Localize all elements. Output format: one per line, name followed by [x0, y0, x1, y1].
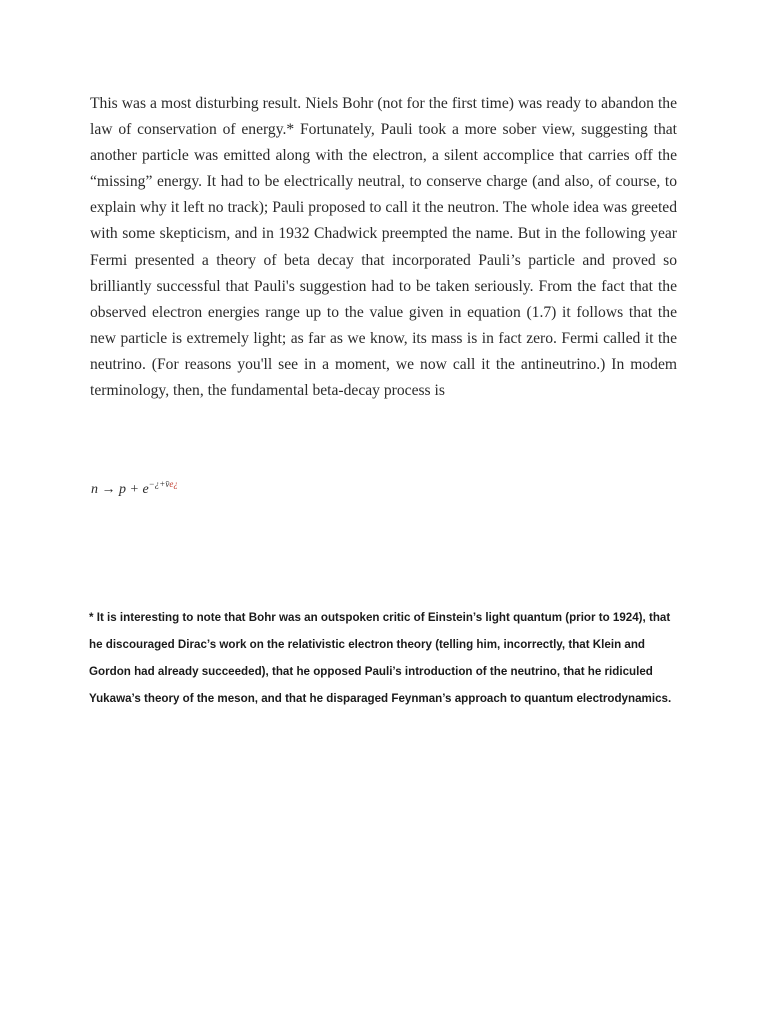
footnote: * It is interesting to note that Bohr was an outspoken critic of Einstein’s light quantum (prior to 1924), that he discouraged Dirac’s work on the relativistic electron theory (telling him, incorrectly, that Klein and Gordon had already succeeded), that he opposed Pauli’s introduction of the neutrino, that he ridiculed Yukawa’s theory of the meson, and that he disparaged Feynman’s approach to quantum electrodynamics. — [89, 611, 672, 706]
equation-base: n → p + e — [91, 482, 149, 497]
equation-superscript-main: −¿+v̄ — [148, 479, 170, 489]
equation-superscript-tail: e¿ — [169, 479, 178, 489]
body-paragraph: This was a most disturbing result. Niels Bohr (not for the first time) was ready to abandon the law of conservation of energy.* Fortunately, Pauli took a more sober view, suggesting that another particle was emitted along with the electron, a silent accomplice that carries off the “missing” energy. It had to be electrically neutral, to conserve charge (and also, of course, to explain why it left no track); Pauli proposed to call it the neutron. The whole idea was greeted with some skepticism, and in 1932 Chadwick preempted the name. But in the following year Fermi presented a theory of beta decay that incorporated Pauli’s particle and proved so brilliantly successful that Pauli's suggestion had to be taken seriously. From the fact that the observed electron energies range up to the value given in equation (1.7) it follows that the new particle is extremely light; as far as we know, its mass is in fact zero. Fermi called it the neutrino. (For reasons you'll see in a moment, we now call it the antineutrino.) In modem terminology, then, the fundamental beta-decay process is — [90, 95, 677, 400]
beta-decay-equation — [91, 479, 178, 498]
equation-superscript — [149, 479, 178, 489]
